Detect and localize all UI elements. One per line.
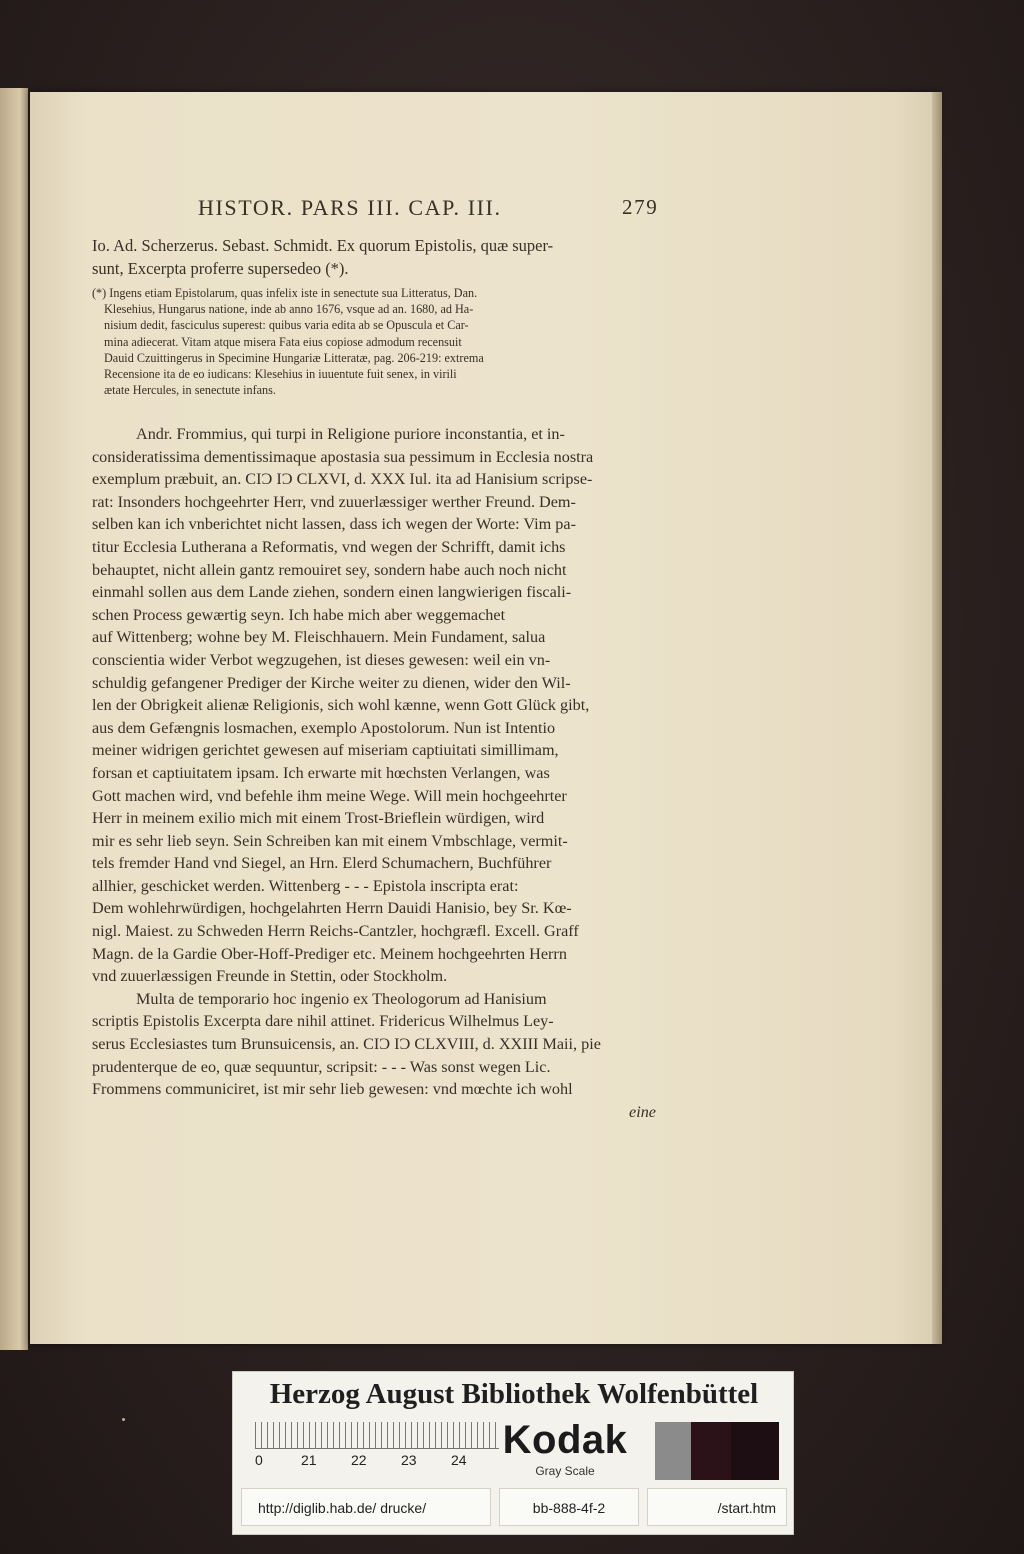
body-line: forsan et captiuitatem ipsam. Ich erwarte mit hœchsten Verlangen, was	[92, 763, 550, 782]
footnote-line: nisium dedit, fasciculus superest: quibus varia edita ab se Opuscula et Car-	[104, 318, 469, 333]
library-name: Herzog August Bibliothek Wolfenbüttel	[269, 1378, 759, 1410]
main-body-text	[92, 423, 656, 1123]
body-line: len der Obrigkeit alienæ Religionis, sich wohl kænne, wenn Gott Glück gibt,	[92, 696, 590, 715]
body-line: Magn. de la Gardie Ober-Hoff-Prediger etc. Meinem hochgeehrten Herrn	[92, 944, 567, 963]
color-target-card	[232, 1371, 794, 1535]
footnote-line: Recensione ita de eo iudicans: Klesehius in iuuentute fuit senex, in virili	[104, 367, 457, 382]
footnote-line: ætate Hercules, in senectute infans.	[104, 383, 276, 398]
running-head-title: HISTOR. PARS III. CAP. III.	[198, 195, 502, 220]
footnote-line: (*) Ingens etiam Epistolarum, quas infelix iste in senectute sua Litteratus, Dan.	[92, 286, 478, 300]
body-line: mir es sehr lieb seyn. Sein Schreiben kan mit einem Vmbschlage, vermit-	[92, 831, 568, 850]
body-line: auf Wittenberg; wohne bey M. Fleischhauern. Mein Fundament, salua	[92, 628, 546, 647]
ruler-number: 22	[351, 1452, 367, 1468]
body-line: Multa de temporario hoc ingenio ex Theologorum ad Hanisium	[136, 989, 547, 1008]
body-line: serus Ecclesiastes tum Brunsuicensis, an. CIƆ IƆ CLXVIII, d. XXIII Maii, pie	[92, 1035, 601, 1054]
footnote-line: Klesehius, Hungarus natione, inde ab anno 1676, vsque ad an. 1680, ad Ha-	[104, 302, 474, 317]
body-line: behauptet, nicht allein gantz remouiret sey, sondern habe auch noch nicht	[92, 560, 567, 579]
dark-swatch	[691, 1422, 731, 1480]
scale-ruler	[255, 1422, 499, 1449]
body-line: einmahl sollen aus dem Lande ziehen, sondern einen langwierigen fiscali-	[92, 583, 572, 602]
ruler-number: 0	[255, 1452, 263, 1468]
ruler-number: 24	[451, 1452, 467, 1468]
footnote	[92, 285, 656, 398]
body-line: conscientia wider Verbot wegzugehen, ist dieses gewesen: weil ein vn-	[92, 650, 551, 669]
ruler-number: 21	[301, 1452, 317, 1468]
body-line: meiner widrigen gerichtet gewesen auf miseriam captiuitati simillimam,	[92, 741, 559, 760]
body-line: prudenterque de eo, quæ sequuntur, scripsit: - - - Was sonst wegen Lic.	[92, 1057, 551, 1076]
body-line: nigl. Maiest. zu Schweden Herrn Reichs-Cantzler, hochgræfl. Excell. Graff	[92, 922, 579, 941]
gray-swatch	[655, 1422, 691, 1480]
body-line: Andr. Frommius, qui turpi in Religione puriore inconstantia, et in-	[136, 425, 565, 443]
text-line: Io. Ad. Scherzerus. Sebast. Schmidt. Ex quorum Epistolis, quæ super-	[92, 236, 554, 255]
body-line: schen Process gewærtig seyn. Ich habe mich aber weggemachet	[92, 605, 506, 624]
body-line: rat: Insonders hochgeehrter Herr, vnd zuuerlæssiger werther Freund. Dem-	[92, 492, 576, 511]
gray-scale-label: Gray Scale	[535, 1464, 595, 1478]
ruler-numbers	[255, 1452, 505, 1472]
black-swatch	[731, 1422, 779, 1480]
text-line: sunt, Excerpta proferre supersedeo (*).	[92, 259, 349, 278]
page-number: 279	[622, 195, 659, 219]
body-line: scriptis Epistolis Excerpta dare nihil attinet. Fridericus Wilhelmus Ley-	[92, 1012, 554, 1031]
body-line: schuldig gefangener Prediger der Kirche weiter zu dienen, wider den Wil-	[92, 673, 571, 692]
scan-dust-speck	[122, 1418, 125, 1421]
url-label: http://diglib.hab.de/ drucke/	[241, 1488, 491, 1526]
ruler-number: 23	[401, 1452, 417, 1468]
lead-paragraph	[92, 234, 656, 280]
body-line: tels fremder Hand vnd Siegel, an Hrn. Elerd Schumachern, Buchführer	[92, 854, 552, 873]
footnote-line: mina adiecerat. Vitam atque misera Fata eius copiose admodum recensuit	[104, 334, 462, 349]
catchword: eine	[629, 1102, 656, 1121]
facing-page-edge	[0, 88, 28, 1350]
body-line: titur Ecclesia Lutherana a Reformatis, vnd wegen der Schrifft, damit ichs	[92, 537, 566, 556]
body-line: Gott machen wird, vnd befehle ihm meine Wege. Will mein hochgeehrter	[92, 786, 567, 805]
body-line: exemplum præbuit, an. CIƆ IƆ CLXVI, d. XXX Iul. ita ad Hanisium scripse-	[92, 470, 593, 489]
body-line: aus dem Gefængnis losmachen, exemplo Apostolorum. Nun ist Intentio	[92, 718, 556, 737]
body-line: selben kan ich vnberichtet nicht lassen, dass ich wegen der Worte: Vim pa-	[92, 515, 576, 534]
running-head	[198, 195, 658, 221]
body-line: consideratissima dementissimaque apostasia sua pessimum in Ecclesia nostra	[92, 447, 594, 466]
body-line: Dem wohlehrwürdigen, hochgelahrten Herrn Dauidi Hanisio, bey Sr. Kœ-	[92, 899, 572, 918]
footnote-line: Dauid Czuittingerus in Specimine Hungariæ Litteratæ, pag. 206-219: extrema	[104, 350, 484, 365]
body-line: Frommens communiciret, ist mir sehr lieb gewesen: vnd mœchte ich wohl	[92, 1080, 573, 1099]
body-line: vnd zuuerlæssigen Freunde in Stettin, oder Stockholm.	[92, 967, 448, 986]
shelfmark-label: bb-888-4f-2	[499, 1488, 639, 1526]
body-line: allhier, geschicket werden. Wittenberg - - - Epistola inscripta erat:	[92, 876, 519, 895]
page-fore-edge	[932, 92, 942, 1344]
kodak-logo: Kodak	[502, 1418, 628, 1462]
body-line: Herr in meinem exilio mich mit einem Trost-Brieflein würdigen, wird	[92, 809, 545, 828]
start-label: /start.htm	[647, 1488, 787, 1526]
